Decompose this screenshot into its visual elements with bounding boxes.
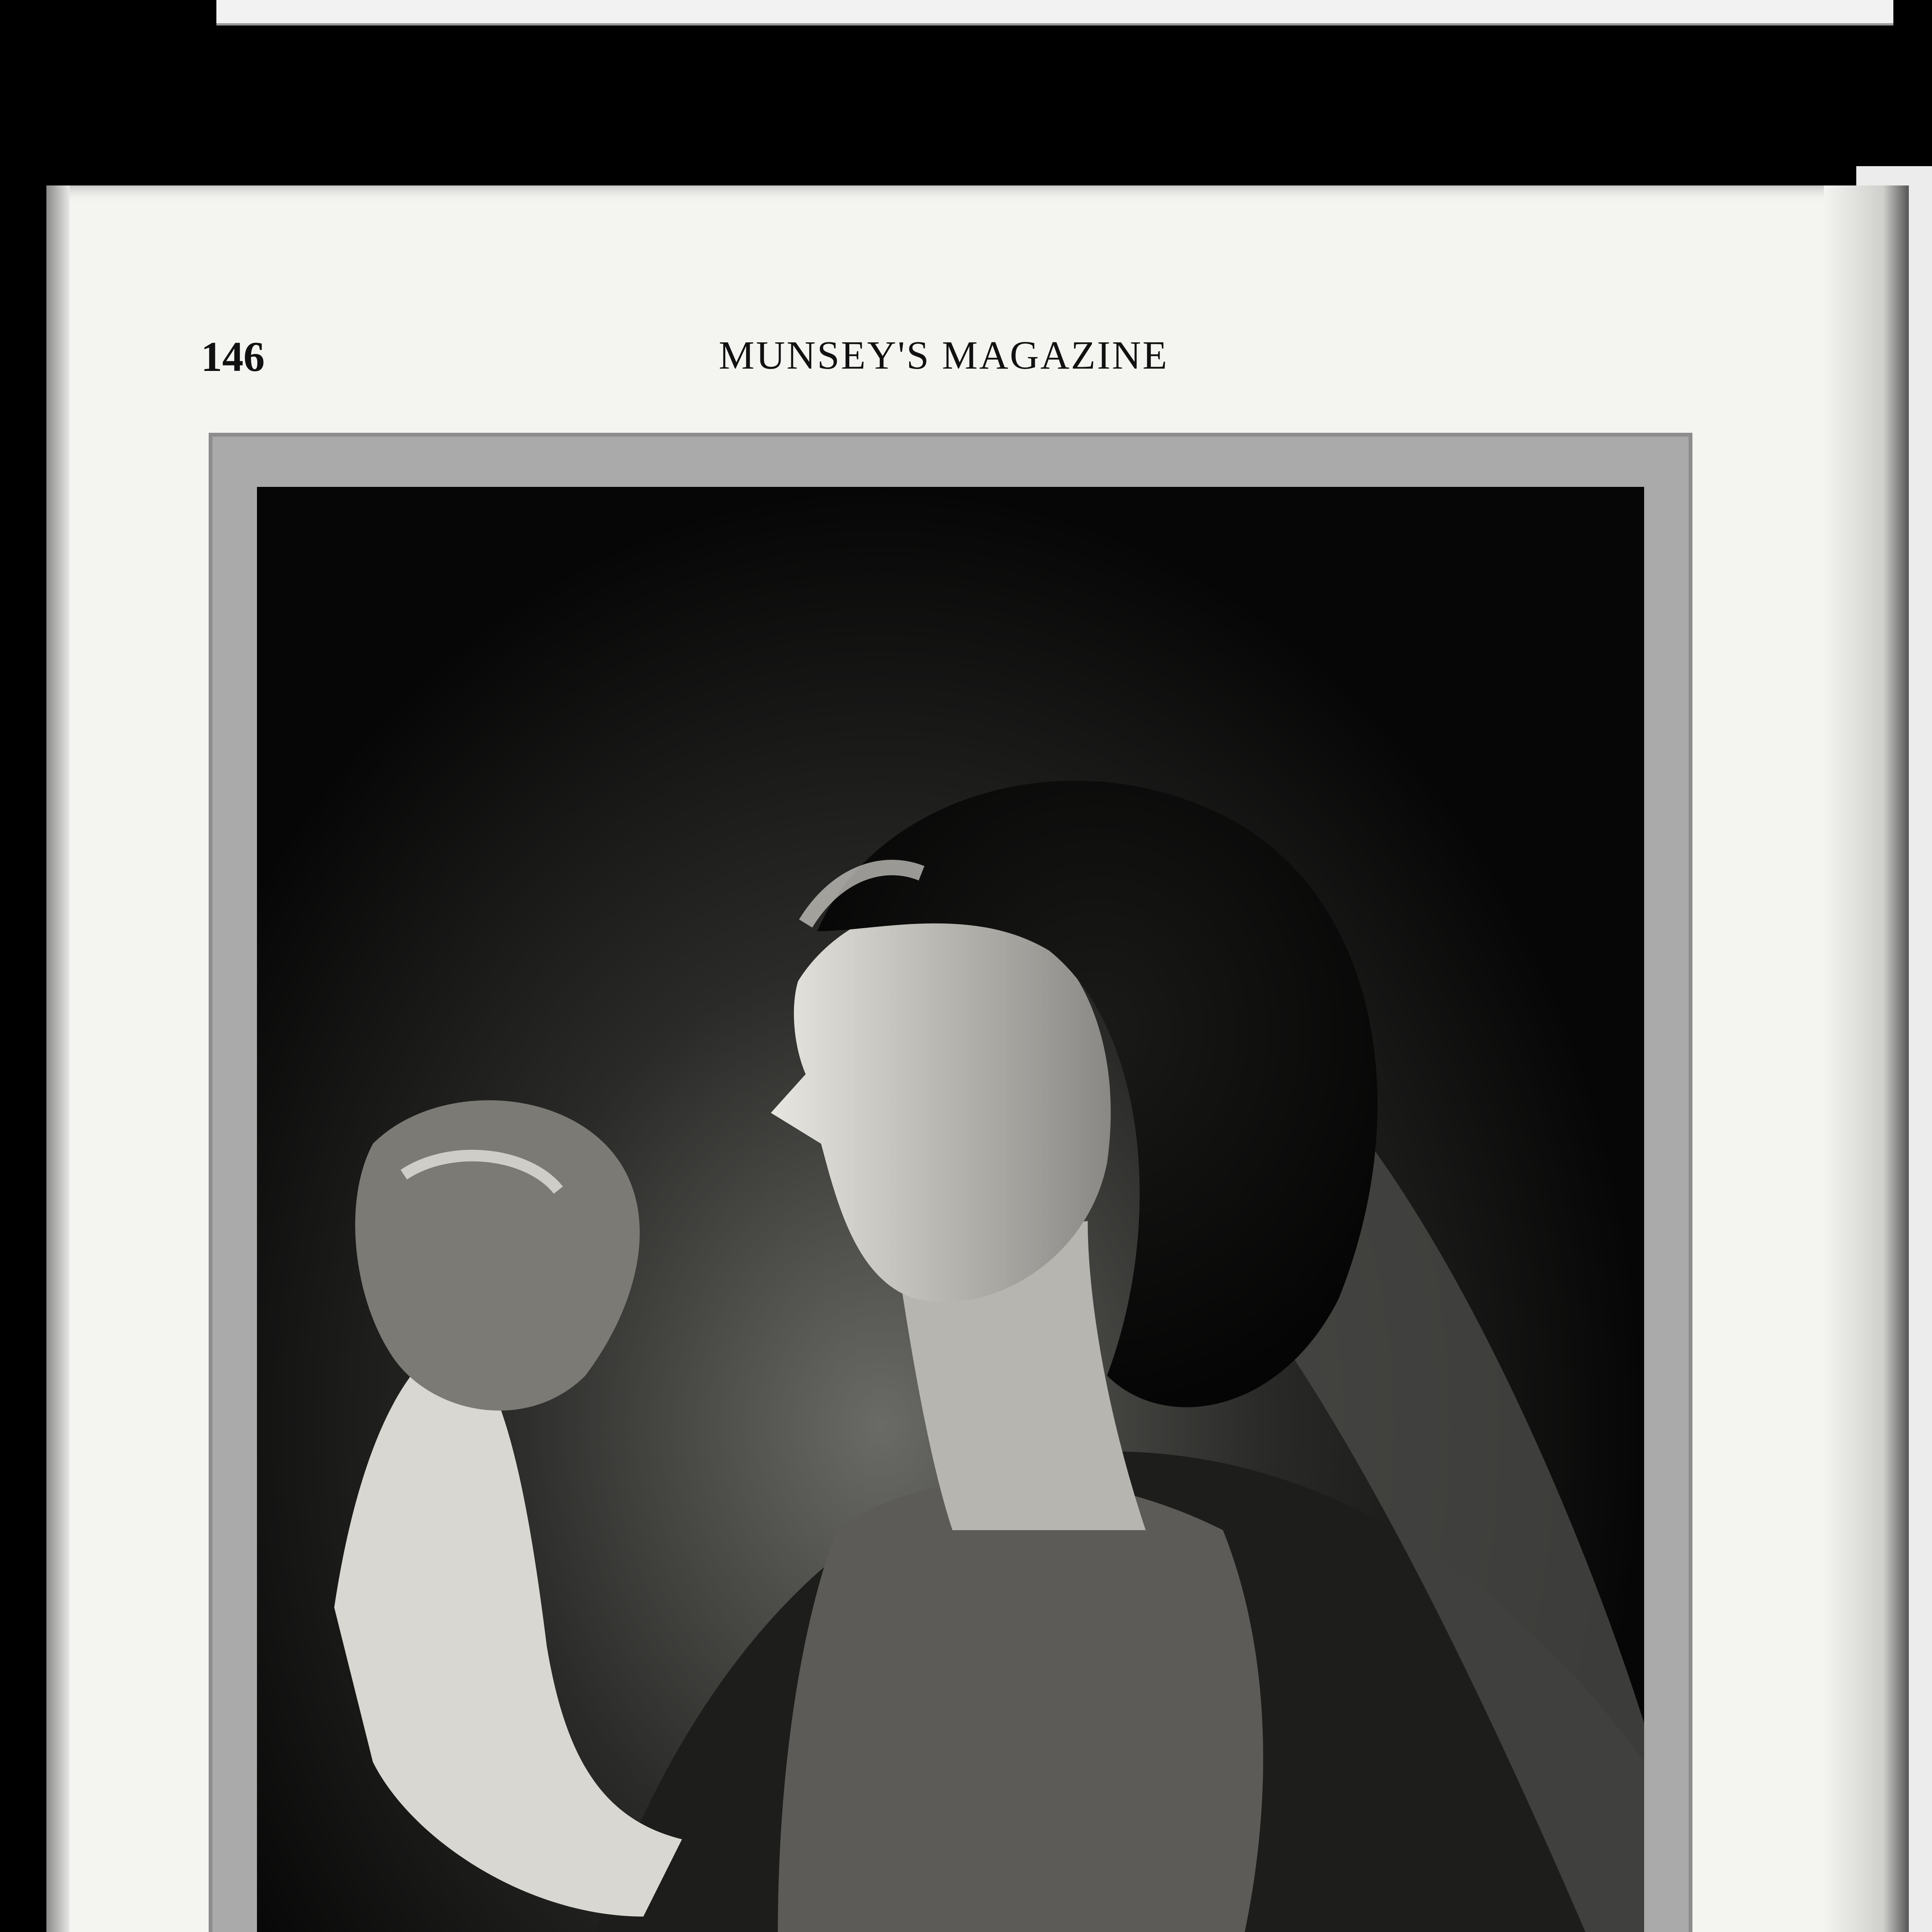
page-gutter — [1824, 185, 1909, 1932]
photo-frame — [209, 433, 1692, 1932]
previous-page-edge — [216, 0, 1893, 26]
running-head: MUNSEY'S MAGAZINE — [719, 333, 1169, 378]
page-number: 146 — [201, 333, 265, 380]
portrait-photo — [257, 487, 1644, 1932]
page-left-shadow — [46, 185, 70, 1932]
portrait-illustration — [257, 487, 1644, 1932]
